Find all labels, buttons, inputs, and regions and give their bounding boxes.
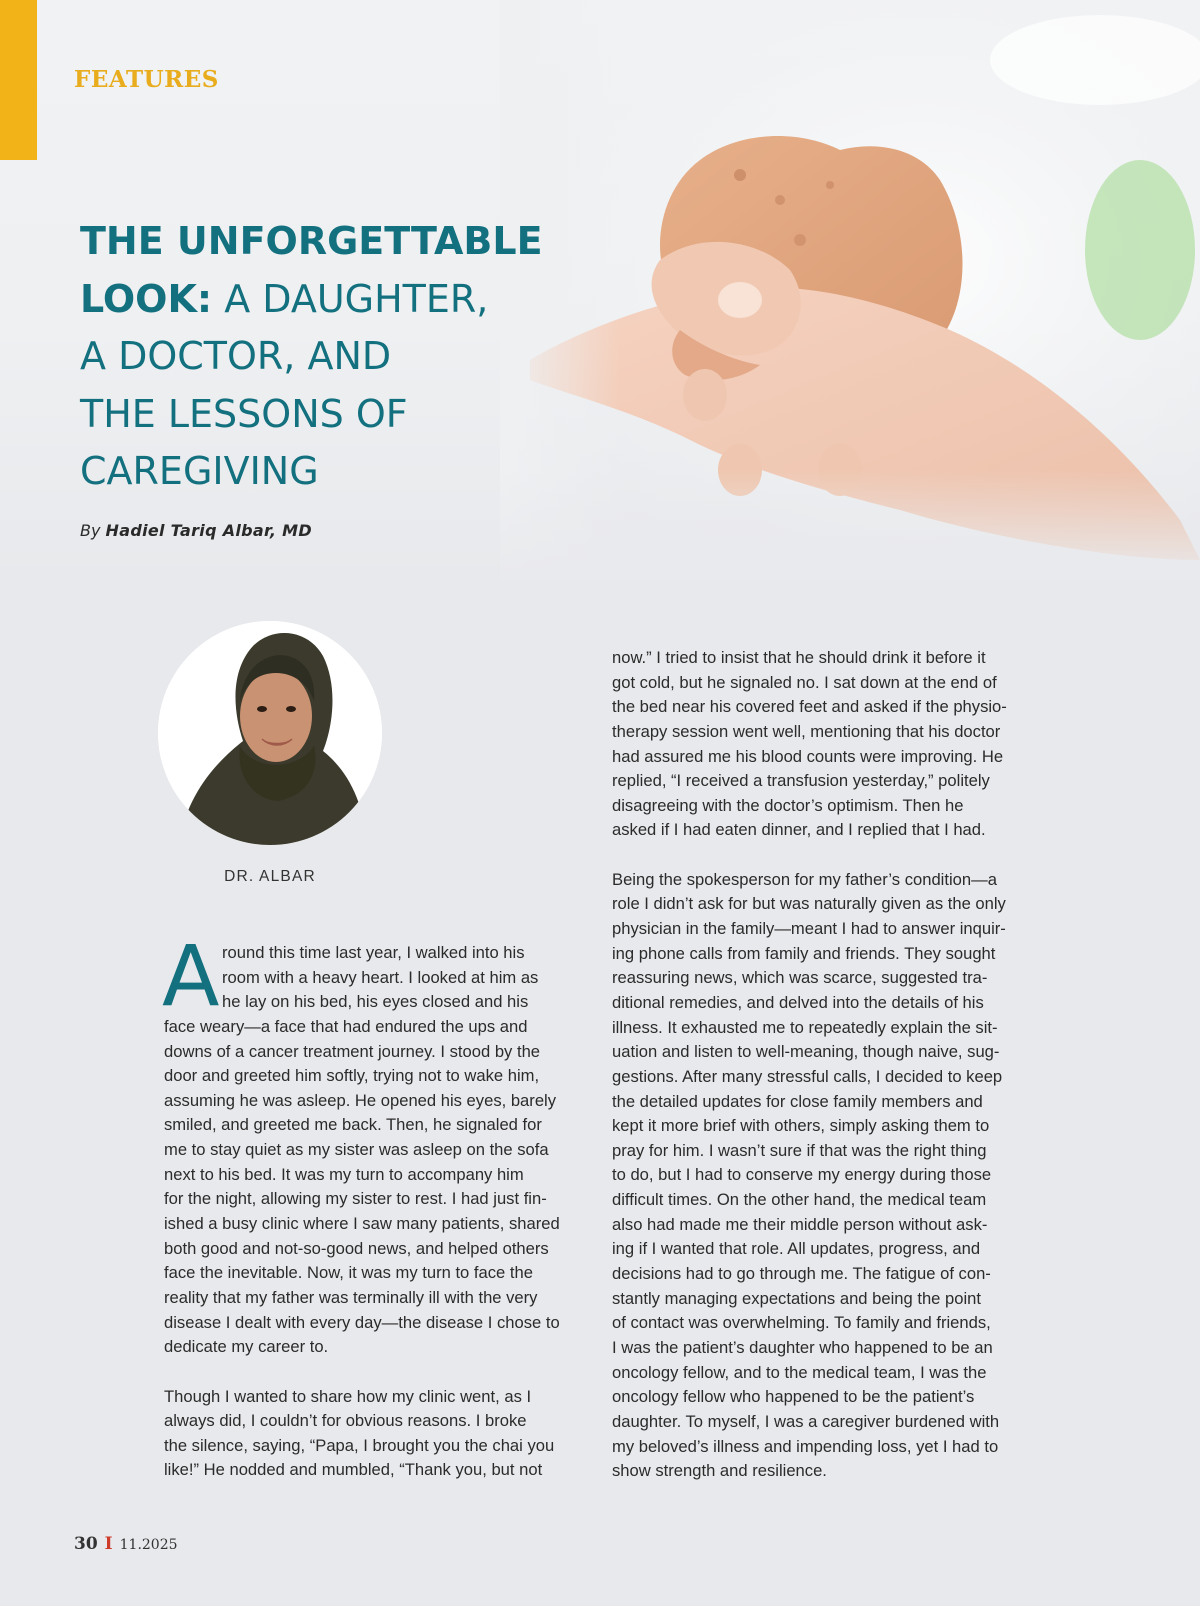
text-line: next to his bed. It was my turn to accompany him (164, 1164, 524, 1184)
headline-line: LOOK: A DAUGHTER, (80, 276, 489, 321)
text-line: also had made me their middle person without ask- (612, 1214, 988, 1234)
headline-line: THE UNFORGETTABLE (80, 219, 543, 263)
article-column-right (612, 646, 1042, 1484)
text-line: stantly managing expectations and being the point (612, 1288, 982, 1308)
text-line: asked if I had eaten dinner, and I replied that I had. (612, 820, 986, 840)
text-line: to do, but I had to conserve my energy during those (612, 1165, 992, 1185)
text-line: oncology fellow, and to the medical team, I was the (612, 1362, 987, 1382)
text-line: therapy session went well, mentioning that his doctor (612, 721, 1001, 741)
text-line: like!” He nodded and mumbled, “Thank you, but not (164, 1460, 543, 1480)
text-line: both good and not-so-good news, and helped others (164, 1238, 549, 1258)
text-line: decisions had to go through me. The fatigue of con- (612, 1264, 991, 1284)
text-line: show strength and resilience. (612, 1461, 827, 1481)
article-headline (80, 213, 543, 501)
text-line: I was the patient’s daughter who happened to be an (612, 1337, 993, 1357)
text-line: oncology fellow who happened to be the patient’s (612, 1387, 975, 1407)
byline (80, 521, 312, 540)
text-line: ing if I wanted that role. All updates, progress, and (612, 1239, 981, 1259)
text-line: got cold, but he signaled no. I sat down at the end of (612, 672, 997, 692)
headline-line: A DOCTOR, AND (80, 334, 392, 378)
holding-hands-photo (500, 0, 1200, 580)
text-line: reassuring news, which was scarce, suggested tra- (612, 968, 988, 988)
text-line: disagreeing with the doctor’s optimism. Then he (612, 795, 964, 815)
text-line: now.” I tried to insist that he should drink it before it (612, 648, 986, 667)
text-line: of contact was overwhelming. To family and friends, (612, 1313, 991, 1333)
text-line: had assured me his blood counts were improving. He (612, 746, 1004, 766)
issue-date: 11.2025 (119, 1537, 178, 1553)
text-line: ing phone calls from family and friends. They sought (612, 943, 996, 963)
text-line: for the night, allowing my sister to rest. I had just fin- (164, 1189, 547, 1209)
text-line: Being the spokesperson for my father’s condition—a (612, 869, 997, 889)
byline-author: Hadiel Tariq Albar, MD (105, 521, 312, 540)
section-accent-bar (0, 0, 37, 160)
article-column-left (164, 941, 594, 1483)
author-portrait (158, 621, 382, 845)
text-line: daughter. To myself, I was a caregiver burdened with (612, 1411, 1000, 1431)
text-line: the detailed updates for close family members and (612, 1091, 983, 1111)
author-photo (158, 621, 382, 845)
text-line: smiled, and greeted me back. Then, he signaled for (164, 1115, 542, 1135)
text-line: illness. It exhausted me to repeatedly explain the sit- (612, 1017, 998, 1037)
paragraph-break (612, 843, 1042, 868)
text-line: kept it more brief with others, simply asking them to (612, 1116, 990, 1136)
text-line: disease I dealt with every day—the disease I chose to (164, 1312, 560, 1332)
text-line: assuming he was asleep. He opened his eyes, barely (164, 1090, 557, 1110)
text-line: room with a heavy heart. I looked at him as (222, 967, 539, 987)
byline-prefix: By (80, 521, 101, 540)
text-line: role I didn’t ask for but was naturally given as the only (612, 894, 1006, 914)
text-line: replied, “I received a transfusion yesterday,” politely (612, 771, 990, 791)
text-line: ished a busy clinic where I saw many patients, shared (164, 1214, 560, 1234)
text-line: the silence, saying, “Papa, I brought you the chai you (164, 1435, 555, 1455)
text-line: face the inevitable. Now, it was my turn to face the (164, 1263, 533, 1283)
text-line: uation and listen to well-meaning, though naive, sug- (612, 1042, 1000, 1062)
text-line: ditional remedies, and delved into the details of his (612, 992, 984, 1012)
section-label: FEATURES (74, 66, 219, 93)
headline-line: THE LESSONS OF (80, 391, 408, 436)
paragraph-break (164, 1360, 594, 1385)
text-line: my beloved’s illness and impending loss, yet I had to (612, 1436, 999, 1456)
text-line: difficult times. On the other hand, the medical team (612, 1190, 987, 1210)
page-number: 30 (74, 1534, 98, 1554)
text-line: downs of a cancer treatment journey. I stood by the (164, 1041, 541, 1061)
page-footer (74, 1534, 178, 1554)
drop-cap: A (162, 927, 220, 1025)
text-line: he lay on his bed, his eyes closed and his (222, 992, 529, 1012)
text-line: round this time last year, I walked into his (222, 943, 525, 962)
text-line: pray for him. I wasn’t sure if that was the right thing (612, 1140, 987, 1160)
text-line: physician in the family—meant I had to answer inquir- (612, 919, 1006, 939)
portrait-caption: DR. ALBAR (224, 868, 316, 885)
footer-separator: I (104, 1534, 113, 1554)
text-line: dedicate my career to. (164, 1337, 329, 1357)
text-line: gestions. After many stressful calls, I decided to keep (612, 1066, 1003, 1086)
text-line: door and greeted him softly, trying not to wake him, (164, 1066, 540, 1086)
text-line: face weary—a face that had endured the ups and (164, 1016, 528, 1036)
text-line: the bed near his covered feet and asked if the physio- (612, 697, 1007, 717)
text-line: always did, I couldn’t for obvious reasons. I broke (164, 1411, 527, 1431)
text-line: reality that my father was terminally ill with the very (164, 1287, 538, 1307)
headline-line: CAREGIVING (80, 449, 319, 493)
text-line: Though I wanted to share how my clinic went, as I (164, 1386, 532, 1406)
text-line: me to stay quiet as my sister was asleep on the sofa (164, 1140, 549, 1160)
